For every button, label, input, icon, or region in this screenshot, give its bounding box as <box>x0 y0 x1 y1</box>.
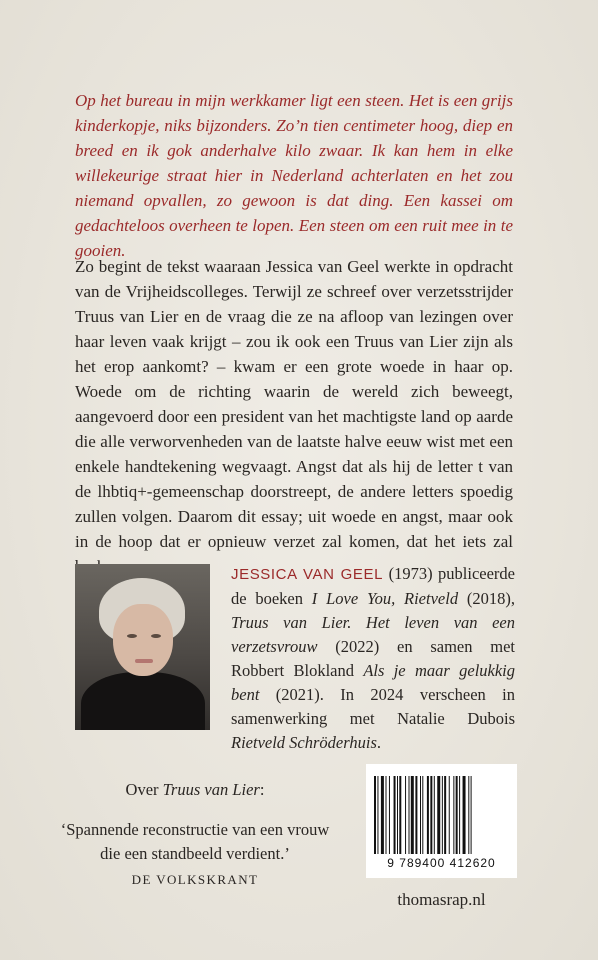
review-source: DE VOLKSKRANT <box>131 872 259 887</box>
author-photo <box>75 564 210 730</box>
opening-quote: Op het bureau in mijn werkkamer ligt een steen. Het is een grijs kinderkopje, niks bijzonders. Zo’n tien centimeter hoog, diep en breed en ik gok anderhalve kilo zwaar. Ik kan hem in elke willekeurige straat hier in Nederland achterlaten en het zou niemand opvallen, zo gewoon is dat ding. Een kassei om gedachteloos overheen te lopen. Een steen om een ruit mee in te gooien. <box>75 91 513 260</box>
book-title: Truus van Lier. Het leven van een verzetsvrouw <box>231 613 515 656</box>
author-bio: JESSICA VAN GEEL (1973) publiceerde de boeken I Love You, Rietveld (2018), Truus van Lier. Het leven van een verzetsvrouw (2022) en samen met Robbert Blokland Als je maar gelukkig bent (2021). In 2024 verscheen in samenwerking met Natalie Dubois Rietveld Schröderhuis. <box>231 564 516 752</box>
book-title: Rietveld Schröderhuis <box>231 733 377 752</box>
press-review <box>60 778 330 892</box>
barcode-bars <box>374 776 509 856</box>
isbn-number: 9 789400 412620 <box>387 856 496 870</box>
blurb-paragraph: Zo begint de tekst waaraan Jessica van Geel werkte in opdracht van de Vrijheidscolleges. Terwijl ze schreef over verzetsstrijder Truus van Lier en de vraag die ze na afloop van lezingen over haar leven vaak krijgt – zou ik ook een Truus van Lier zijn als het erop aankomt? – kwam er een grote woede in haar op. Woede om de richting waarin de wereld zich beweegt, aangevoerd door een president van het machtigste land op aarde die alle verworvenheden van de laatste halve eeuw wist met een enkele handtekening wegvaagt. Angst dat als hij de letter t van de lhbtiq+-gemeenschap doorstreept, de andere letters spoedig zullen volgen. Daarom dit essay; uit woede en angst, maar ook in de hoop dat er opnieuw verzet zal komen, dat het iets zal <box>75 257 513 551</box>
book-title: Als je maar gelukkig bent <box>231 661 516 704</box>
author-name: JESSICA VAN GEEL <box>231 566 384 583</box>
review-heading: Over Truus van Lier: <box>125 780 265 799</box>
book-title: I Love You, Rietveld <box>311 589 459 608</box>
isbn-barcode <box>366 764 517 878</box>
review-quote: ‘Spannende reconstructie van een vrouw die een standbeeld verdient.’ <box>60 820 330 863</box>
publisher-website: thomasrap.nl <box>397 890 486 909</box>
